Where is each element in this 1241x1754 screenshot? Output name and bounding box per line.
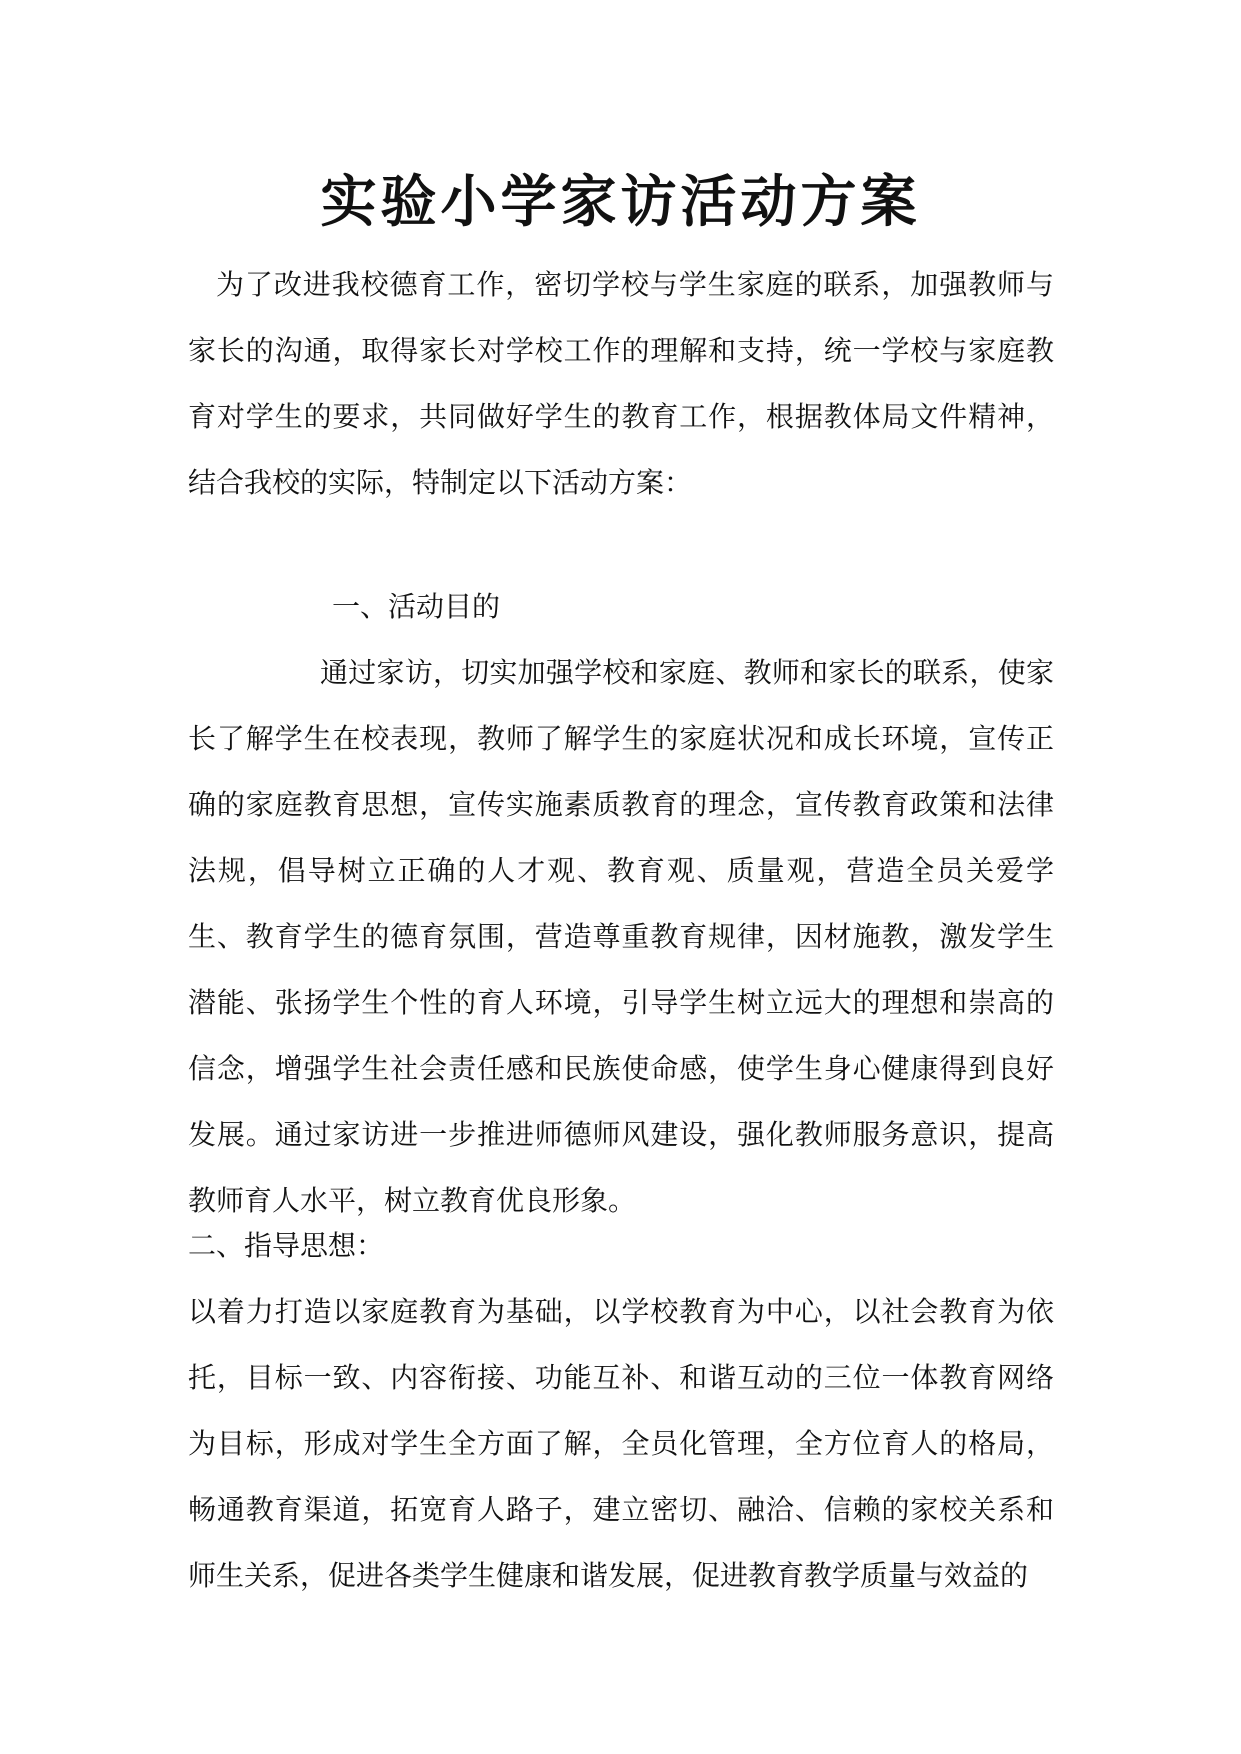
section-body-guiding-thought: 以着力打造以家庭教育为基础，以学校教育为中心，以社会教育为依托，目标一致、内容衔接、功能互补、和谐互动的三位一体教育网络为目标，形成对学生全方面了解，全员化管理，全方位育人的格局，畅通教育渠道，拓宽育人路子，建立密切、融洽、信赖的家校关系和师生关系，促进各类学生健康和谐发展，促进教育教学质量与效益的	[188, 1295, 1054, 1592]
section-body-purpose: 通过家访，切实加强学校和家庭、教师和家长的联系，使家长了解学生在校表现，教师了解学生的家庭状况和成长环境，宣传正确的家庭教育思想，宣传实施素质教育的理念，宣传教育政策和法律法规，倡导树立正确的人才观、教育观、质量观，营造全员关爱学生、教育学生的德育氛围，营造尊重教育规律，因材施教，激发学生潜能、张扬学生个性的育人环境，引导学生树立远大的理想和崇高的信念，增强学生社会责任感和民族使命感，使学生身心健康得到良好发展。通过家访进一步推进师德师风建设，强化教师服务意识，提高教师育人水平，树立教育优良形象。	[188, 656, 1054, 1217]
intro-paragraph: 为了改进我校德育工作，密切学校与学生家庭的联系，加强教师与家长的沟通，取得家长对学校工作的理解和支持，统一学校与家庭教育对学生的要求，共同做好学生的教育工作，根据教体局文件精神，结合我校的实际，特制定以下活动方案：	[188, 268, 1054, 499]
section-heading-purpose: 一、活动目的	[332, 590, 501, 623]
section-heading-guiding-thought: 二、指导思想：	[188, 1229, 385, 1262]
document-title: 实验小学家访活动方案	[320, 169, 921, 235]
